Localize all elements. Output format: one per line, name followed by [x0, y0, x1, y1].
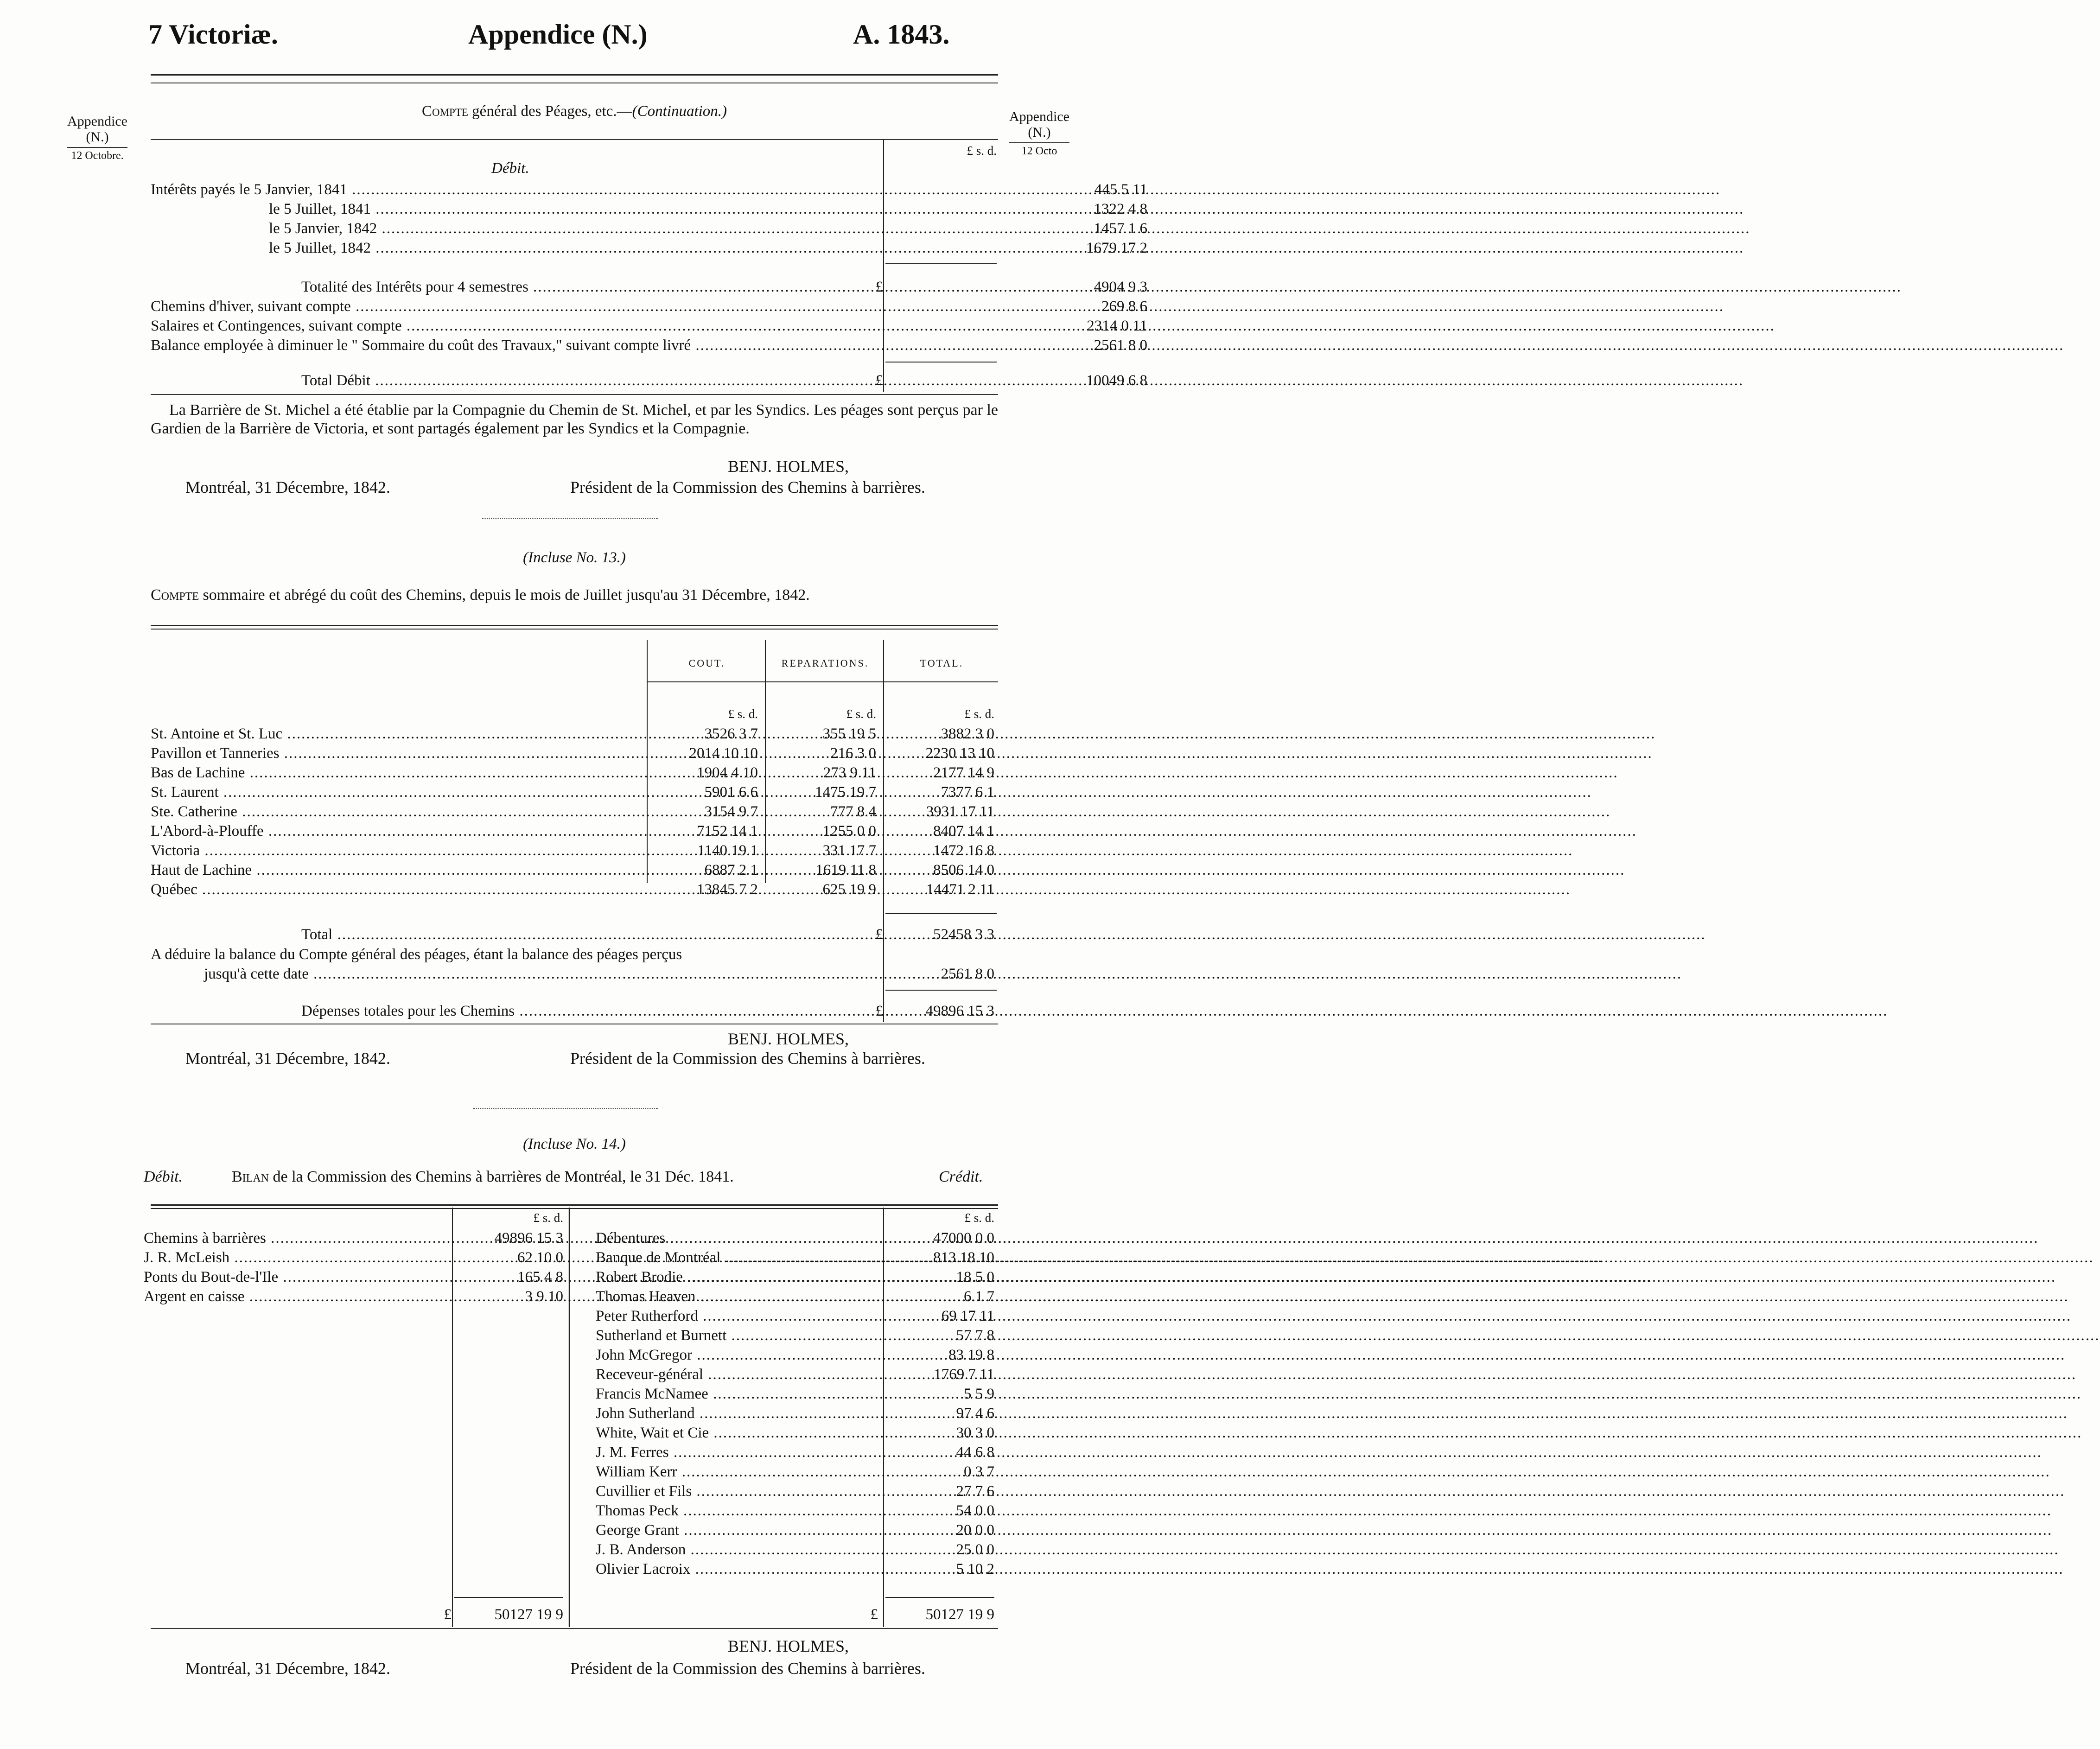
- s1-interest-total-currency: £: [875, 279, 883, 295]
- s3-right-row: [596, 1365, 998, 1384]
- s2-inclusion: (Incluse No. 13.): [523, 549, 626, 566]
- s3-right-value: 47000 0 0: [933, 1230, 994, 1247]
- s2-col-head-cout: COUT.: [688, 657, 725, 669]
- s3-right-label: Thomas Peck .....: [596, 1501, 881, 1520]
- header-session: 7 Victoriæ.: [148, 19, 278, 50]
- s1-interest-total-label: Totalité des Intérêts pour 4 semestres .....: [301, 277, 869, 297]
- s1-role: Président de la Commission des Chemins à barrières.: [570, 478, 925, 496]
- s2-row-total: 3882 3 0: [941, 725, 994, 742]
- margin-left-appendix: Appendice: [67, 114, 127, 129]
- s1-title-rest: général des Péages, etc.—: [468, 103, 632, 120]
- s1-debit-label: Débit.: [491, 160, 529, 177]
- s2-place: Montréal, 31 Décembre, 1842.: [185, 1049, 390, 1068]
- s1-total-currency: £: [875, 372, 883, 389]
- s3-right-value: 44 6 8: [956, 1444, 994, 1461]
- s3-right-label: Banque de Montréal .....: [596, 1248, 881, 1267]
- s2-deduct: [151, 964, 998, 984]
- s2-head-rule: [647, 681, 998, 682]
- s2-deduct-line2: jusqu'à cette date .....: [204, 964, 878, 984]
- s1-row-value: 2314 0 11: [1087, 318, 1147, 334]
- s1-total-label: Total Débit .....: [301, 371, 869, 390]
- s3-right-label: Receveur-général .....: [596, 1365, 881, 1384]
- s3-right-label: White, Wait et Cie .....: [596, 1423, 881, 1443]
- s3-place: Montréal, 31 Décembre, 1842.: [185, 1659, 390, 1678]
- s1-row-value: 2561 8 0: [1094, 337, 1147, 354]
- s3-right-value: 6 1 7: [964, 1288, 994, 1305]
- s1-top-rule: [151, 139, 998, 140]
- s2-row-cout: 1140 19 1: [697, 842, 758, 859]
- s3-right-label: John McGregor .....: [596, 1345, 881, 1365]
- s2-row-total: 1472 16 8: [933, 842, 994, 859]
- s2-row-cout: 2014 10 10: [689, 745, 758, 762]
- s2-title-sc: Compte: [151, 586, 199, 604]
- s3-debit-label: Débit.: [144, 1168, 183, 1185]
- s3-right-label: John Sutherland .....: [596, 1404, 881, 1423]
- s2-row-label: Pavillon et Tanneries .....: [151, 744, 642, 763]
- margin-right: [997, 109, 1082, 158]
- s3-right-row: [596, 1540, 998, 1559]
- s3-right-label: William Kerr .....: [596, 1462, 881, 1482]
- s3-right-value: 69 17 11: [941, 1308, 994, 1324]
- s2-row: [151, 782, 998, 802]
- s2-row-label: Victoria .....: [151, 841, 642, 860]
- s1-row-label: Chemins d'hiver, suivant compte .....: [151, 297, 878, 316]
- s2-row: [151, 880, 998, 899]
- s1-note: La Barrière de St. Michel a été établie par la Compagnie du Chemin de St. Michel, et par les Syndics. Les péages sont perçus par le Gardien de la Barrière de Victoria, et sont partagés également par les Syndics et la Compagnie.: [151, 401, 998, 437]
- s2-row: [151, 860, 998, 880]
- s3-right-row: [596, 1482, 998, 1501]
- s2-total-currency: £: [875, 926, 883, 943]
- s3-right-row: [596, 1404, 998, 1423]
- s3-left-total: [436, 1605, 566, 1624]
- s1-ornament: [482, 518, 658, 519]
- s1-row-label: Salaires et Contingences, suivant compte .....: [151, 316, 878, 336]
- s3-right-row: [596, 1248, 998, 1267]
- s2-row-total: 3931 17 11: [926, 803, 994, 820]
- s3-left-label: Ponts du Bout-de-l'Ile .....: [144, 1267, 450, 1287]
- s2-row: [151, 841, 998, 860]
- s2-row-reparations: 1475 19 7: [815, 784, 876, 801]
- s1-title-sc: Compte: [421, 103, 468, 120]
- s3-right-label: Francis McNamee .....: [596, 1384, 881, 1404]
- s1-row-value: 445 5 11: [1094, 181, 1147, 198]
- s2-row-cout: 5901 6 6: [704, 784, 758, 801]
- header-rule: [151, 74, 998, 76]
- s3-title-rest: de la Commission des Chemins à barrières de Montréal, le 31 Déc. 1841.: [269, 1168, 734, 1185]
- s2-row: [151, 724, 998, 744]
- s2-final-rule: [885, 990, 997, 991]
- s2-row-label: St. Antoine et St. Luc .....: [151, 724, 642, 744]
- s3-right-value: 27 7 6: [956, 1483, 994, 1500]
- s3-left-row: [144, 1248, 566, 1267]
- margin-right-date: 12 Octo: [1021, 145, 1057, 157]
- s3-right-value: 18 5 0: [956, 1269, 994, 1285]
- s1-row: [151, 336, 1147, 355]
- s1-row-value: 1457 1 6: [1094, 220, 1147, 237]
- s2-total-value: 52458 3 3: [933, 926, 994, 943]
- s1-total-rule: [885, 362, 997, 363]
- s3-left-value: 165 4 8: [517, 1269, 563, 1285]
- s2-row-cout: 6887 2 1: [704, 862, 758, 878]
- s1-signer: BENJ. HOLMES,: [728, 457, 849, 476]
- s3-left-value: 49896 15 3: [494, 1230, 563, 1247]
- s1-row: [151, 199, 1147, 219]
- s3-left-value: 3 9 10: [525, 1288, 563, 1305]
- s3-right-total: [862, 1605, 998, 1624]
- s3-right-row: [596, 1559, 998, 1579]
- s3-right-value: 5 5 9: [964, 1386, 994, 1402]
- s2-final: [151, 1001, 998, 1021]
- s2-row-cout: 7152 14 1: [697, 823, 758, 840]
- s3-right-label: Peter Rutherford .....: [596, 1306, 881, 1326]
- s2-final-value: 49896 15 3: [925, 1003, 994, 1019]
- s2-row-reparations: 273 9 11: [823, 764, 876, 781]
- s2-role: Président de la Commission des Chemins à barrières.: [570, 1049, 925, 1068]
- s2-row-reparations: 1619 11 8: [815, 862, 876, 878]
- s2-col-head-reparations: REPARATIONS.: [781, 657, 869, 669]
- s2-row: [151, 821, 998, 841]
- s2-total-label: Total .....: [301, 925, 869, 944]
- s3-right-value: 0 3 7: [964, 1463, 994, 1480]
- s2-units-cout: £ s. d.: [728, 707, 758, 721]
- s3-right-value: 5 10 2: [956, 1561, 994, 1577]
- s3-right-row: [596, 1462, 998, 1482]
- s3-right-row: [596, 1287, 998, 1306]
- s1-row: [151, 316, 1147, 336]
- s3-right-value: 25 0 0: [956, 1541, 994, 1558]
- s1-units: £ s. d.: [967, 144, 997, 158]
- s2-units-reparations: £ s. d.: [846, 707, 876, 721]
- margin-right-rule: [1009, 142, 1069, 143]
- s2-title-rest: sommaire et abrégé du coût des Chemins, depuis le mois de Juillet jusqu'au 31 Décembre, 1842.: [199, 586, 810, 604]
- s3-left-value: 62 10 0: [517, 1249, 563, 1266]
- s2-col-head-total: TOTAL.: [920, 657, 964, 669]
- s3-left-total-currency: £: [444, 1606, 452, 1623]
- s2-row-total: 8407 14 1: [933, 823, 994, 840]
- s3-units-right: £ s. d.: [964, 1211, 994, 1225]
- s3-right-value: 97 4 6: [956, 1405, 994, 1422]
- s3-right-value: 813 18 10: [933, 1249, 994, 1266]
- s3-right-row: [596, 1443, 998, 1462]
- s1-row-value: 1322 4 8: [1094, 201, 1147, 217]
- s2-row-label: Ste. Catherine .....: [151, 802, 642, 821]
- s2-row-total: 2230 13 10: [925, 745, 994, 762]
- s2-row-total: 7377 6 1: [941, 784, 994, 801]
- s3-right-label: J. M. Ferres .....: [596, 1443, 881, 1462]
- s2-row: [151, 763, 998, 782]
- s2-row-label: L'Abord-à-Plouffe .....: [151, 821, 642, 841]
- s3-right-value: 83 19 8: [948, 1347, 994, 1363]
- s3-role: Président de la Commission des Chemins à barrières.: [570, 1659, 925, 1678]
- s2-row-reparations: 777 8 4: [830, 803, 876, 820]
- s3-inclusion: (Incluse No. 14.): [523, 1136, 626, 1152]
- s2-row-label: Haut de Lachine .....: [151, 860, 642, 880]
- s2-row-reparations: 1255 0 0: [822, 823, 876, 840]
- s3-right-row: [596, 1520, 998, 1540]
- s3-right-label: Débentures .....: [596, 1228, 881, 1248]
- s2-row-cout: 13845 7 2: [697, 881, 758, 898]
- s2-deduct-line1: A déduire la balance du Compte général des péages, étant la balance des péages perçus: [151, 946, 682, 963]
- s2-row-cout: 3154 9 7: [704, 803, 758, 820]
- s3-right-label: Robert Brodie .....: [596, 1267, 881, 1287]
- s2-row-total: 8506 14 0: [933, 862, 994, 878]
- s2-total-rule: [885, 913, 997, 914]
- s3-left-row: [144, 1228, 566, 1248]
- s1-row-label: le 5 Juillet, 1841 .....: [269, 199, 878, 219]
- margin-left-rule: [67, 147, 127, 148]
- s3-title-sc: Bilan: [232, 1168, 269, 1185]
- s1-bottom-rule: [151, 394, 998, 395]
- s3-right-label: Cuvillier et Fils .....: [596, 1482, 881, 1501]
- s1-title: [151, 103, 998, 120]
- s3-right-row: [596, 1267, 998, 1287]
- s3-right-row: [596, 1306, 998, 1326]
- margin-left-date: 12 Octobre.: [71, 150, 124, 162]
- s3-right-row: [596, 1501, 998, 1520]
- s2-row-reparations: 216 3 0: [830, 745, 876, 762]
- s2-final-label: Dépenses totales pour les Chemins .....: [301, 1001, 869, 1021]
- s3-left-total-value: 50127 19 9: [494, 1606, 563, 1623]
- s1-row-label: le 5 Juillet, 1842 .....: [269, 238, 878, 258]
- s1-total-value: 10049 6 8: [1086, 372, 1147, 389]
- s2-row: [151, 744, 998, 763]
- s3-left-label: J. R. McLeish .....: [144, 1248, 450, 1267]
- s1-total: [151, 371, 1147, 390]
- s1-row: [151, 219, 1147, 238]
- s1-interest-total: [151, 277, 1147, 297]
- margin-right-n: (N.): [1028, 125, 1051, 140]
- s1-place: Montréal, 31 Décembre, 1842.: [185, 478, 390, 496]
- s3-right-label: George Grant .....: [596, 1520, 881, 1540]
- s3-right-label: J. B. Anderson .....: [596, 1540, 881, 1559]
- s3-left-total-rule: [454, 1597, 563, 1598]
- margin-right-appendix: Appendice: [1009, 109, 1069, 124]
- s3-right-label: Sutherland et Burnett .....: [596, 1326, 881, 1345]
- s2-title: [151, 586, 998, 604]
- s3-units-left: £ s. d.: [533, 1211, 563, 1225]
- s2-row-label: St. Laurent .....: [151, 782, 642, 802]
- s3-bottom-rule: [151, 1628, 998, 1629]
- s3-left-row: [144, 1287, 566, 1306]
- s3-right-value: 57 7 8: [956, 1327, 994, 1344]
- header-year: A. 1843.: [853, 19, 950, 50]
- s1-row-label: Balance employée à diminuer le " Sommaire du coût des Travaux," suivant compte livré .....: [151, 336, 878, 355]
- s1-subtotal-rule: [885, 263, 997, 264]
- s2-ornament: [473, 1108, 658, 1109]
- s3-right-row: [596, 1345, 998, 1365]
- s1-interest-total-value: 4904 9 3: [1094, 279, 1147, 295]
- s3-right-value: 1769 7 11: [934, 1366, 994, 1383]
- s3-left-row: [144, 1267, 566, 1287]
- s3-right-total-rule: [885, 1597, 994, 1598]
- s2-row-reparations: 331 17 7: [822, 842, 876, 859]
- s1-row: [151, 297, 1147, 316]
- s1-row: [151, 238, 1147, 258]
- s1-row: [151, 180, 1147, 199]
- s2-row-cout: 3526 3 7: [704, 725, 758, 742]
- s3-right-row: [596, 1423, 998, 1443]
- s2-row-reparations: 625 19 9: [822, 881, 876, 898]
- s2-deduct-value: 2561 8 0: [941, 966, 994, 982]
- header-appendix: Appendice (N.): [468, 19, 648, 50]
- s3-right-total-value: 50127 19 9: [925, 1606, 994, 1623]
- s3-left-label: Argent en caisse .....: [144, 1287, 450, 1306]
- s3-right-value: 54 0 0: [956, 1502, 994, 1519]
- s3-right-total-currency: £: [870, 1606, 878, 1623]
- margin-left-n: (N.): [86, 129, 109, 145]
- s2-row-label: Bas de Lachine .....: [151, 763, 642, 782]
- s2-row-total: 14471 2 11: [926, 881, 994, 898]
- s3-left-label: Chemins à barrières .....: [144, 1228, 450, 1248]
- s2-row-total: 2177 14 9: [933, 764, 994, 781]
- s1-row-label: le 5 Janvier, 1842 .....: [269, 219, 878, 238]
- s2-total: [151, 925, 998, 944]
- s2-top-rule: [151, 625, 998, 630]
- s3-title: [232, 1168, 734, 1186]
- s1-row-value: 269 8 6: [1101, 298, 1147, 315]
- s2-signer: BENJ. HOLMES,: [728, 1030, 849, 1048]
- s3-right-row: [596, 1384, 998, 1404]
- s3-right-value: 20 0 0: [956, 1522, 994, 1539]
- s2-row: [151, 802, 998, 821]
- margin-left: [51, 114, 144, 162]
- s2-units-total: £ s. d.: [964, 707, 994, 721]
- s2-final-currency: £: [875, 1003, 883, 1019]
- s2-row-cout: 1904 4 10: [697, 764, 758, 781]
- s1-row-label: Intérêts payés le 5 Janvier, 1841 .....: [151, 180, 878, 199]
- s3-right-row: [596, 1228, 998, 1248]
- s3-signer: BENJ. HOLMES,: [728, 1637, 849, 1655]
- s3-top-rule: [151, 1204, 998, 1209]
- s3-right-label: Olivier Lacroix .....: [596, 1559, 881, 1579]
- s3-right-label: Thomas Heaven .....: [596, 1287, 881, 1306]
- s1-row-value: 1679 17 2: [1086, 240, 1147, 256]
- s3-credit-label: Crédit.: [939, 1168, 983, 1185]
- s1-title-cont: (Continuation.): [632, 103, 727, 120]
- s2-row-label: Québec .....: [151, 880, 642, 899]
- s2-row-reparations: 355 19 5: [822, 725, 876, 742]
- s3-right-row: [596, 1326, 998, 1345]
- s3-right-value: 30 3 0: [956, 1425, 994, 1441]
